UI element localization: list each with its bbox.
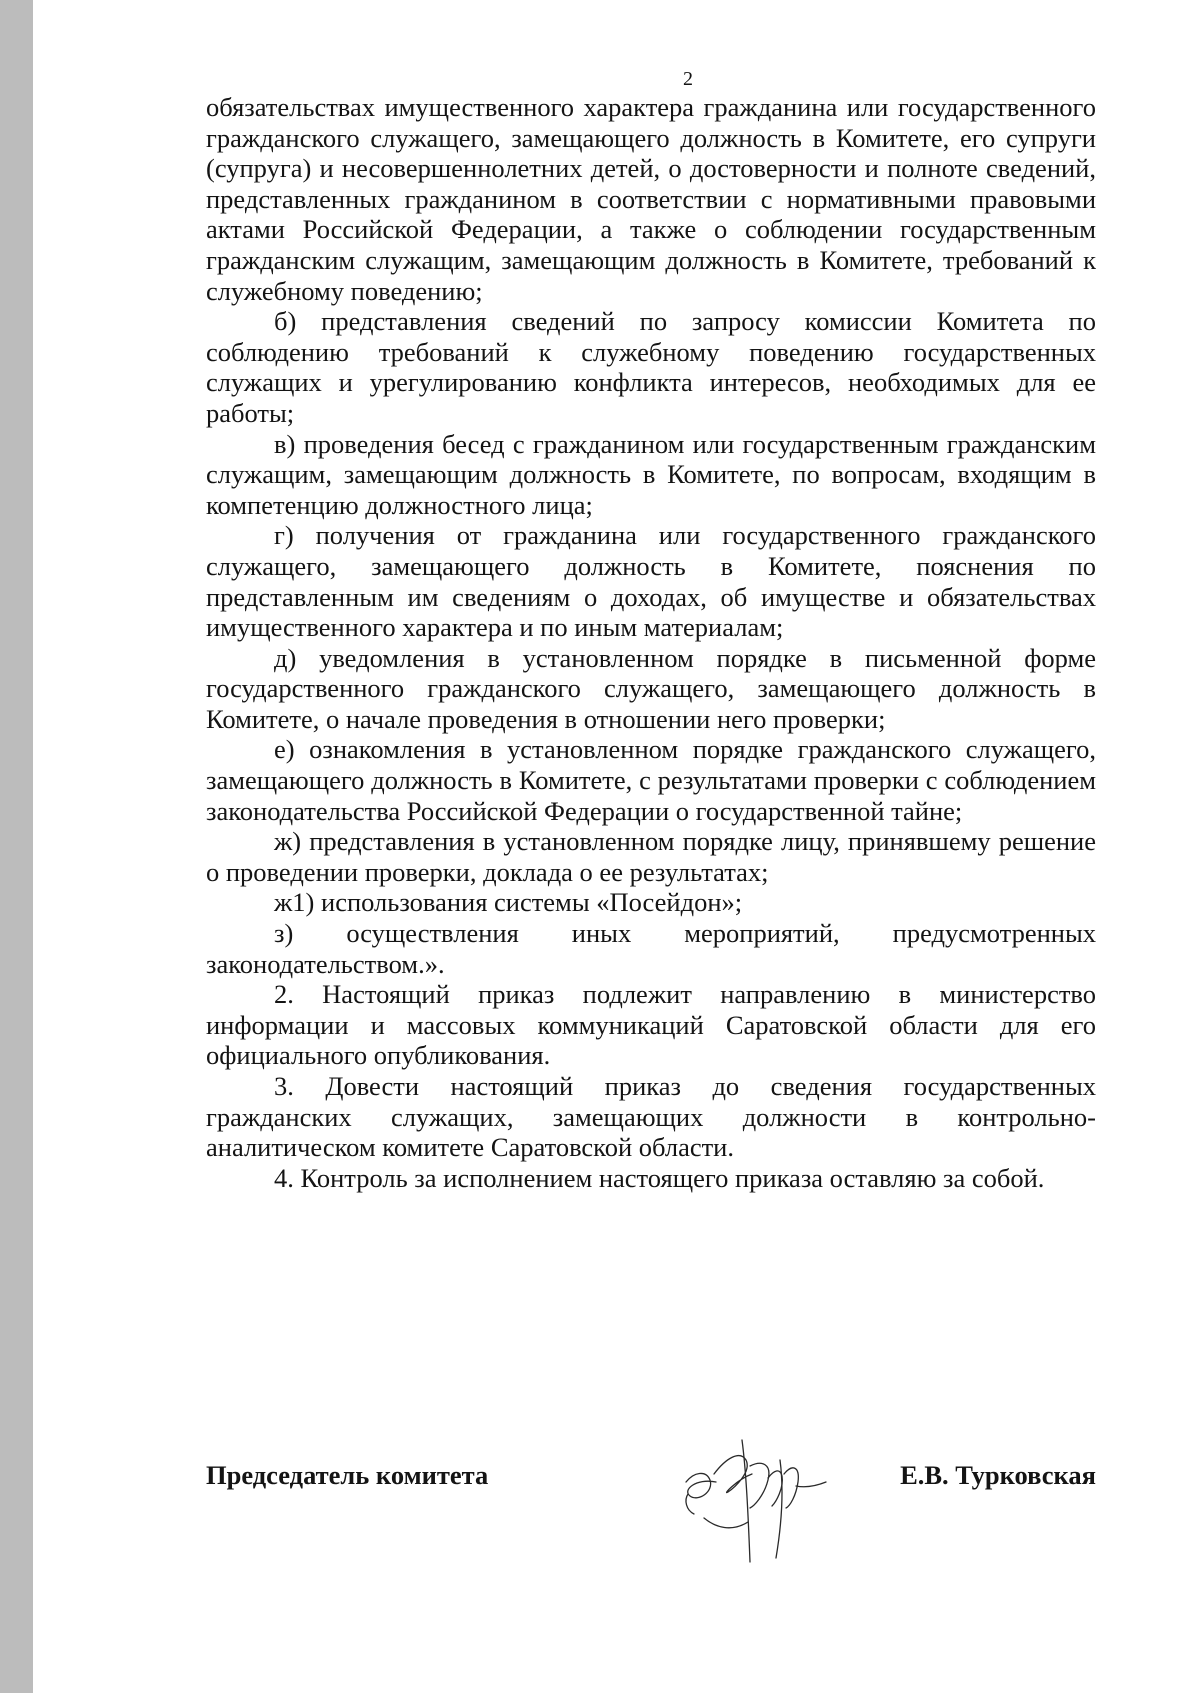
document-page [33,0,1200,1693]
scan-edge [0,0,33,1693]
paragraph: обязательствах имущественного характера гражданина или государственного гражданского служащего, замещающего должность в Комитете, его супруги (супруга) и несовершеннолетних детей, о достоверности и полноте сведений, представленных гражданином в соответствии с нормативными правовыми актами Российской Федерации, а также о соблюдении государственным гражданским служащим, замещающим должность в Комитете, требований к служебному поведению; [206,92,1096,306]
paragraph: ж1) использования системы «Посейдон»; [274,887,743,918]
paragraph: в) проведения бесед с гражданином или государственным гражданским служащим, замещающим должность в Комитете, по вопросам, входящим в компетенцию должностного лица; [206,428,1096,520]
paragraph: ж) представления в установленном порядке лицу, принявшему решение о проведении проверки, доклада о ее результатах; [206,826,1096,887]
paragraph: з) осуществления иных мероприятий, предусмотренных законодательством.». [206,918,1096,979]
signature-block [206,1440,1096,1590]
signatory-title: Председатель комитета [206,1460,489,1490]
page-number: 2 [683,68,693,90]
paragraph: г) получения от гражданина или государственного гражданского служащего, замещающего должность в Комитете, пояснения по представленным им сведениям о доходах, об имуществе и обязательствах имущественного характера и по иным материалам; [206,520,1096,643]
handwritten-signature [676,1430,836,1585]
paragraph: 4. Контроль за исполнением настоящего приказа оставляю за собой. [274,1162,1045,1193]
paragraph: 2. Настоящий приказ подлежит направлению в министерство информации и массовых коммуникаций Саратовской области для его официального опубликования. [206,979,1096,1071]
paragraph: д) уведомления в установленном порядке в письменной форме государственного гражданского служащего, замещающего должность в Комитете, о начале проведения в отношении него проверки; [206,642,1096,734]
paragraph: е) ознакомления в установленном порядке гражданского служащего, замещающего должность в Комитете, с результатами проверки с соблюдением законодательства Российской Федерации о государственной тайне; [206,734,1096,826]
paragraph: 3. Довести настоящий приказ до сведения государственных гражданских служащих, замещающих должности в контрольно-аналитическом комитете Саратовской области. [206,1071,1096,1163]
document-body [206,92,1096,1193]
paragraph: б) представления сведений по запросу комиссии Комитета по соблюдению требований к служебному поведению государственных служащих и урегулированию конфликта интересов, необходимых для ее работы; [206,306,1096,428]
signatory-name: Е.В. Турковская [900,1460,1096,1490]
